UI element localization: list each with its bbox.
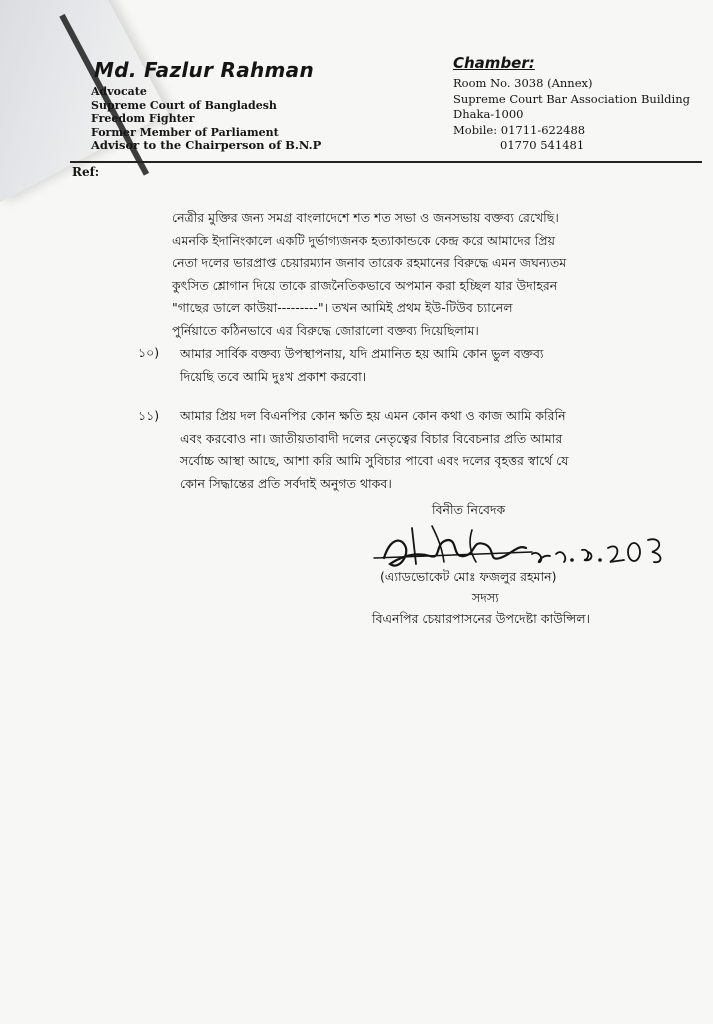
paragraph-line: নেত্রীর মুক্তির জন্য সমগ্র বাংলাদেশে শত শত সভা ও জনসভায় বক্তব্য রেখেছি। — [172, 210, 559, 225]
signer-name: (এ্যাডভোকেট মোঃ ফজলুর রহমান) — [380, 569, 557, 584]
item-11-line: সর্বোচ্চ আস্থা আছে, আশা করি আমি সুবিচার পাবো এবং দলের বৃহত্তর স্বার্থে যে — [180, 453, 569, 468]
chamber-room: Room No. 3038 (Annex) — [453, 76, 593, 90]
paragraph-line: "গাছের ডালে কাউয়া---------"। তখন আমিই প্রথম ইউ-টিউব চ্যানেল — [172, 300, 513, 315]
paragraph-continuation — [172, 207, 622, 342]
designation-advisor: Advisor to the Chairperson of B.N.P — [91, 138, 322, 152]
council-name: বিএনপির চেয়ারপাসনের উপদেষ্টা কাউন্সিল। — [372, 611, 590, 626]
chamber-city: Dhaka-1000 — [453, 107, 524, 121]
ref-label: Ref: — [72, 165, 100, 179]
chamber-mobile-2: 01770 541481 — [500, 138, 585, 152]
designation-supreme-court: Supreme Court of Bangladesh — [91, 98, 277, 112]
paragraph-line: পুর্নিয়াতে কঠিনভাবে এর বিরুদ্ধে জোরালো বক্তব্য দিয়েছিলাম। — [172, 322, 479, 338]
letterhead-divider — [70, 161, 702, 163]
signer-role: সদস্য — [472, 590, 499, 605]
chamber-building: Supreme Court Bar Association Building — [453, 91, 690, 106]
designation-former-mp: Former Member of Parliament — [91, 125, 279, 139]
item-11-line: কোন সিদ্ধান্তের প্রতি সর্বদাই অনুগত থাকব। — [180, 475, 392, 491]
letterhead-designations — [91, 85, 321, 153]
item-11-line: আমার প্রিয় দল বিএনপির কোন ক্ষতি হয় এমন কোন কথা ও কাজ আমি করিনি — [180, 408, 566, 423]
item-10-text — [180, 343, 544, 388]
item-11-text — [180, 405, 568, 495]
designation-freedom-fighter: Freedom Fighter — [91, 112, 195, 125]
letterhead-name: Md. Fazlur Rahman — [94, 58, 315, 82]
paragraph-line: এমনকি ইদানিংকালে একটি দুর্ভাগ্যজনক হত্যাকান্ডকে কেন্দ্র করে আমাদের প্রিয় — [172, 232, 555, 248]
paragraph-line: কুৎসিত শ্লোগান দিয়ে তাকে রাজনৈতিকভাবে অপমান করা হচ্ছিল যার উদাহরন — [172, 277, 558, 293]
chamber-address — [453, 76, 690, 154]
item-11-number: ১১) — [138, 408, 160, 423]
chamber-mobile-1: Mobile: 01711-622488 — [453, 122, 586, 137]
designation-advocate: Advocate — [91, 85, 147, 98]
sign-off: বিনীত নিবেদক — [432, 502, 506, 517]
item-10-line: দিয়েছি তবে আমি দুঃখ প্রকাশ করবো। — [180, 368, 367, 384]
item-11-line: এবং করবোও না। জাতীয়তাবাদী দলের নেতৃত্বের বিচার বিবেচনার প্রতি আমার — [180, 430, 563, 446]
paragraph-line: নেতা দলের ভারপ্রাপ্ত চেয়ারম্যান জনাব তারেক রহমানের বিরুদ্ধে এমন জঘন্যতম — [172, 255, 567, 270]
item-10-line: আমার সার্বিক বক্তব্য উপস্থাপনায়, যদি প্রমানিত হয় আমি কোন ভুল বক্তব্য — [180, 346, 544, 361]
chamber-title: Chamber: — [453, 54, 535, 72]
item-10-number: ১০) — [138, 345, 160, 360]
